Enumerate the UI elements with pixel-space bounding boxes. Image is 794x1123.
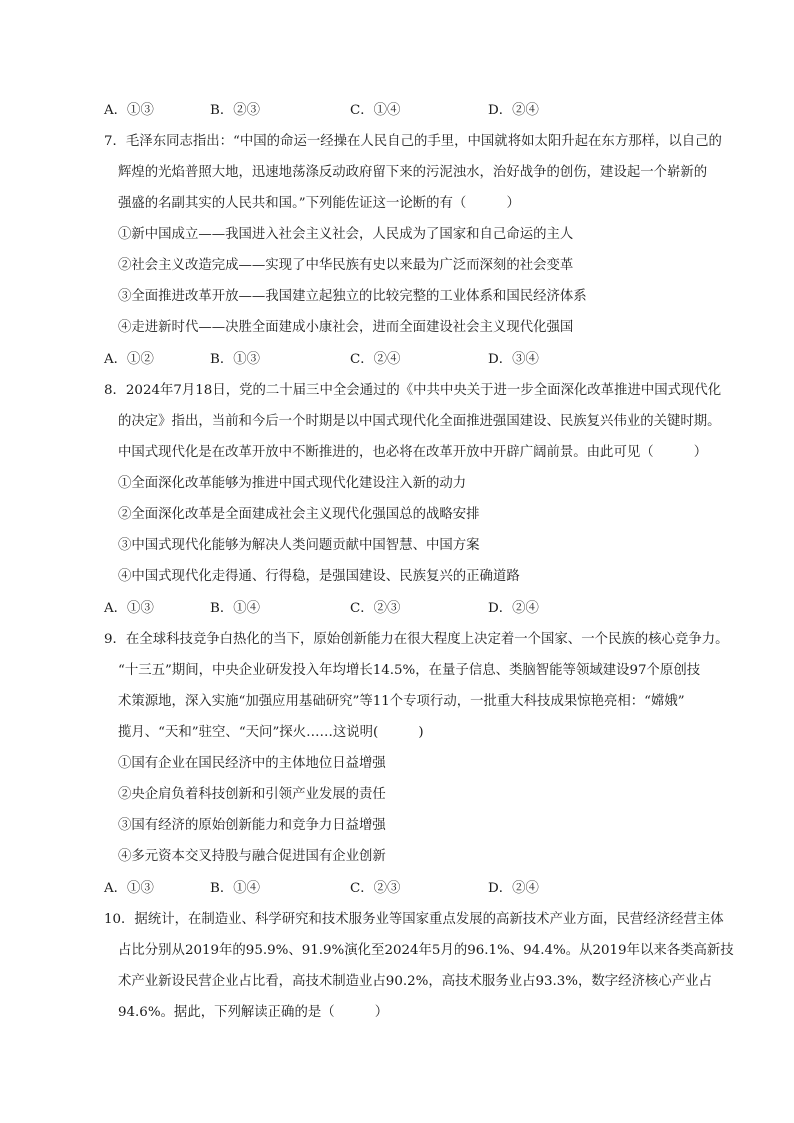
q8-item-3: ③中国式现代化能够为解决人类问题贡献中国智慧、中国方案: [118, 538, 480, 553]
q9-stem-line-2: “十三五”期间，中央企业研发投入年均增长14.5%，在量子信息、类脑智能等领域建设97个原创技: [118, 663, 701, 678]
q9-item-4: ④多元资本交叉持股与融合促进国有企业创新: [118, 849, 386, 864]
q6-option-a[interactable]: A．①③: [104, 103, 154, 118]
q9-option-a[interactable]: A．①③: [104, 881, 154, 896]
q8-item-1: ①全面深化改革能够为推进中国式现代化建设注入新的动力: [118, 476, 467, 491]
q8-stem-line-1: 8．2024年7月18日，党的二十届三中全会通过的《中共中央关于进一步全面深化改革推进中国式现代化: [104, 383, 722, 398]
q7-option-b[interactable]: B．①③: [210, 352, 261, 367]
q8-item-4: ④中国式现代化走得通、行得稳，是强国建设、民族复兴的正确道路: [118, 569, 520, 584]
q6-option-b[interactable]: B．②③: [210, 103, 261, 118]
q9-option-d[interactable]: D．②④: [488, 881, 539, 896]
q9-item-2: ②央企肩负着科技创新和引领产业发展的责任: [118, 787, 386, 802]
q9-stem-line-4: 揽月、“天和”驻空、“天问”探火……这说明( ): [118, 725, 424, 740]
q9-option-c[interactable]: C．②③: [350, 881, 401, 896]
q7-item-1: ①新中国成立——我国进入社会主义社会，人民成为了国家和自己命运的主人: [118, 227, 574, 242]
q10-stem-line-3: 术产业新设民营企业占比看，高技术制造业占90.2%，高技术服务业占93.3%，数字经济核心产业占: [118, 974, 712, 989]
q7-item-2: ②社会主义改造完成——实现了中华民族有史以来最为广泛而深刻的社会变革: [118, 258, 574, 273]
q7-item-3: ③全面推进改革开放——我国建立起独立的比较完整的工业体系和国民经济体系: [118, 289, 587, 304]
q8-option-d[interactable]: D．②④: [488, 601, 539, 616]
q9-item-1: ①国有企业在国民经济中的主体地位日益增强: [118, 756, 386, 771]
q10-stem-line-2: 占比分别从2019年的95.9%、91.9%演化至2024年5月的96.1%、94.4%。从2019年以来各类高新技: [118, 943, 734, 958]
q8-option-c[interactable]: C．②③: [350, 601, 401, 616]
q9-item-3: ③国有经济的原始创新能力和竞争力日益增强: [118, 818, 386, 833]
q7-item-4: ④走进新时代——决胜全面建成小康社会，进而全面建设社会主义现代化强国: [118, 320, 574, 335]
q8-option-b[interactable]: B．①④: [210, 601, 261, 616]
q9-stem-line-3: 术策源地，深入实施“加强应用基础研究”等11个专项行动，一批重大科技成果惊艳亮相：“嫦娥”: [118, 694, 685, 709]
q9-stem-line-1: 9．在全球科技竞争白热化的当下，原始创新能力在很大程度上决定着一个国家、一个民族的核心竞争力。: [104, 632, 729, 647]
q8-option-a[interactable]: A．①③: [104, 601, 154, 616]
q6-option-c[interactable]: C．①④: [350, 103, 401, 118]
q8-stem-line-3: 中国式现代化是在改革开放中不断推进的，也必将在改革开放中开辟广阔前景。由此可见（ ）: [118, 445, 708, 460]
q7-option-a[interactable]: A．①②: [104, 352, 154, 367]
q7-stem-line-2: 辉煌的光焰普照大地，迅速地荡涤反动政府留下来的污泥浊水，治好战争的创伤，建设起一个崭新的: [118, 165, 708, 180]
q7-stem-line-1: 7．毛泽东同志指出：“中国的命运一经操在人民自己的手里，中国就将如太阳升起在东方那样，以自己的: [104, 134, 722, 149]
q7-stem-line-3: 强盛的名副其实的人民共和国。”下列能佐证这一论断的有（ ）: [118, 196, 520, 211]
q8-item-2: ②全面深化改革是全面建成社会主义现代化强国总的战略安排: [118, 507, 480, 522]
q10-stem-line-1: 10．据统计，在制造业、科学研究和技术服务业等国家重点发展的高新技术产业方面，民营经济经营主体: [104, 912, 724, 927]
q8-stem-line-2: 的决定》指出，当前和今后一个时期是以中国式现代化全面推进强国建设、民族复兴伟业的关键时期。: [118, 414, 721, 429]
q7-option-d[interactable]: D．③④: [488, 352, 539, 367]
q7-option-c[interactable]: C．②④: [350, 352, 401, 367]
q10-stem-line-4: 94.6%。据此，下列解读正确的是（ ）: [118, 1005, 389, 1020]
q9-option-b[interactable]: B．①④: [210, 881, 261, 896]
q6-option-d[interactable]: D．②④: [488, 103, 539, 118]
